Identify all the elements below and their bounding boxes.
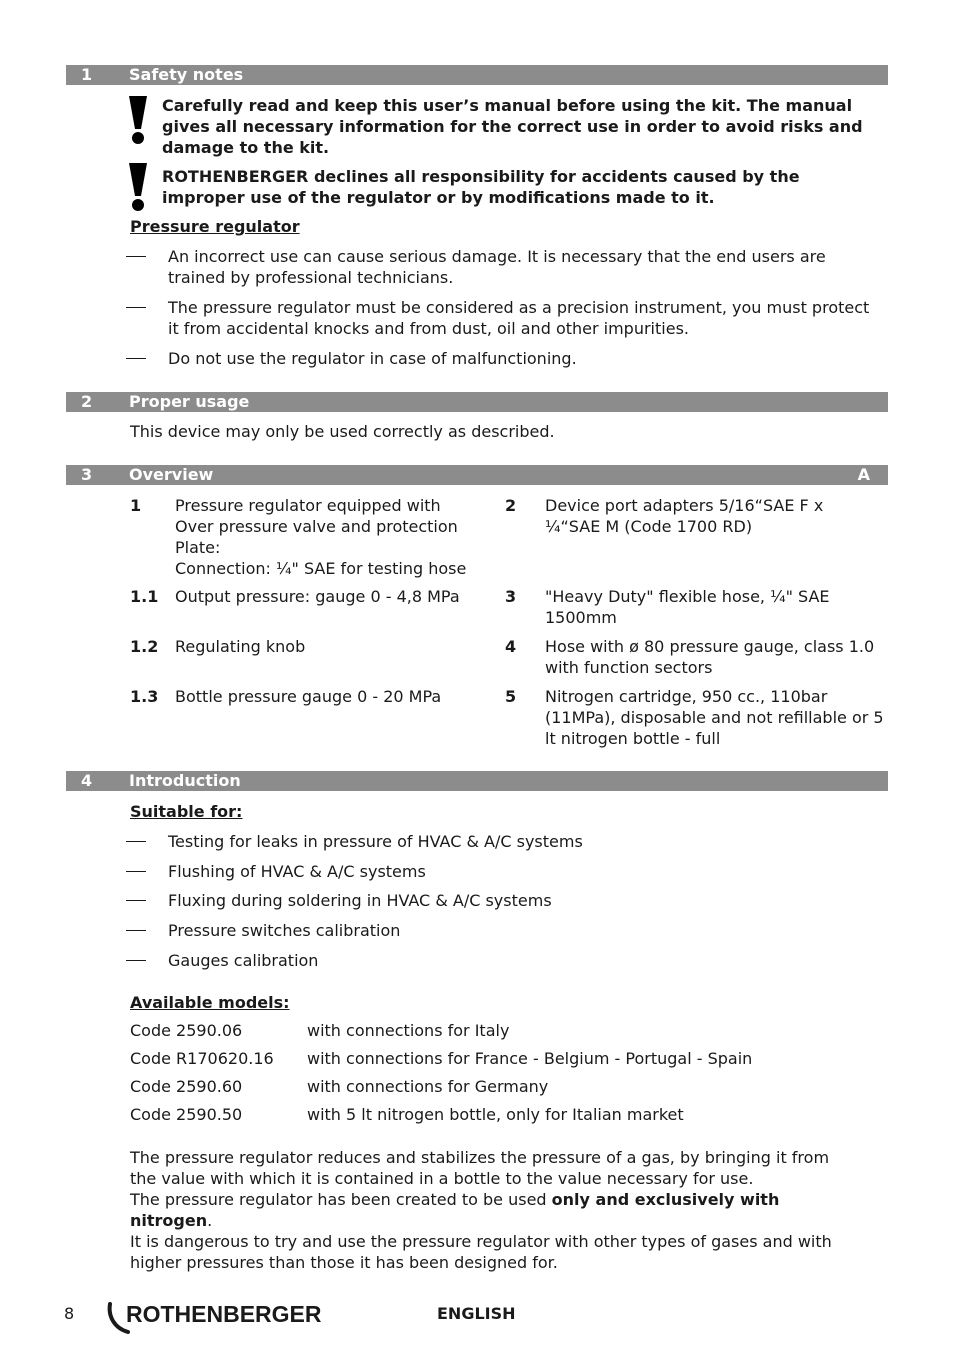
section-header-safety-notes	[66, 65, 888, 85]
page-number: 8	[64, 1304, 75, 1323]
overview-item-number: 1	[130, 496, 142, 515]
rothenberger-logo	[106, 1298, 346, 1334]
section-title: Safety notes	[129, 65, 244, 84]
model-description: with connections for Italy	[307, 1021, 510, 1040]
warning-liability: ROTHENBERGER declines all responsibility for accidents caused by the improper use of the regulator or by modifications made to it.	[162, 167, 800, 207]
model-code: Code R170620.16	[130, 1049, 274, 1068]
model-description: with 5 lt nitrogen bottle, only for Italian market	[307, 1105, 684, 1124]
overview-item-text: Nitrogen cartridge, 950 cc., 110bar (11MPa), disposable and not refillable or 5 lt nitrogen bottle - full	[545, 687, 884, 748]
subheading-pressure-regulator: Pressure regulator	[130, 217, 300, 236]
dash-bullet	[126, 871, 146, 872]
intro-text-danger: It is dangerous to try and use the pressure regulator with other types of gases and with higher pressures than those it has been designed for.	[130, 1232, 832, 1272]
dash-bullet	[126, 358, 146, 359]
model-description: with connections for Germany	[307, 1077, 549, 1096]
model-code: Code 2590.50	[130, 1105, 243, 1124]
overview-item-text: "Heavy Duty" flexible hose, ¼" SAE 1500mm	[545, 587, 830, 627]
subheading-suitable-for: Suitable for:	[130, 802, 243, 821]
dash-bullet	[126, 930, 146, 931]
overview-item-text: Output pressure: gauge 0 - 4,8 MPa	[175, 587, 460, 606]
section-header-introduction	[66, 771, 888, 791]
overview-item-number: 4	[505, 637, 517, 656]
overview-item-number: 1.2	[130, 637, 159, 656]
dash-bullet	[126, 841, 146, 842]
overview-item-text: Hose with ø 80 pressure gauge, class 1.0 with function sectors	[545, 637, 875, 677]
intro-text-nitrogen: The pressure regulator has been created to be used only and exclusively with nitrogen.	[130, 1190, 780, 1230]
overview-item-text: Connection: ¼" SAE for testing hose	[175, 559, 467, 578]
section-number: 2	[81, 392, 93, 411]
footer-language: ENGLISH	[437, 1304, 516, 1323]
section-title: Proper usage	[129, 392, 250, 411]
section-header-overview	[66, 465, 888, 485]
section-number: 4	[81, 771, 93, 790]
dash-bullet	[126, 960, 146, 961]
overview-item-text: Bottle pressure gauge 0 - 20 MPa	[175, 687, 442, 706]
model-code: Code 2590.06	[130, 1021, 243, 1040]
section-title: Introduction	[129, 771, 241, 790]
dash-bullet	[126, 900, 146, 901]
warning-read-manual: Carefully read and keep this user’s manual before using the kit. The manual gives all necessary information for the correct use in order to avoid risks and damage to the kit.	[162, 96, 863, 157]
model-code: Code 2590.60	[130, 1077, 243, 1096]
section-title: Overview	[129, 465, 214, 484]
section-header-proper-usage	[66, 392, 888, 412]
intro-paragraph	[130, 1147, 845, 1273]
svg-text:ROTHENBERGER: ROTHENBERGER	[126, 1301, 322, 1327]
model-description: with connections for France - Belgium - Portugal - Spain	[307, 1049, 753, 1068]
overview-item-text: Pressure regulator equipped with Over pressure valve and protection Plate:	[175, 496, 458, 557]
overview-item-number: 1.3	[130, 687, 159, 706]
overview-item-number: 5	[505, 687, 517, 706]
exclamation-icon	[126, 163, 150, 213]
proper-usage-text: This device may only be used correctly as described.	[130, 422, 555, 441]
overview-item-text: Device port adapters 5/16“SAE F x ¼“SAE M (Code 1700 RD)	[545, 496, 824, 536]
overview-item-number: 2	[505, 496, 517, 515]
overview-item-number: 1.1	[130, 587, 159, 606]
dash-bullet	[126, 307, 146, 308]
subheading-available-models: Available models:	[130, 993, 290, 1012]
figure-reference: A	[857, 465, 870, 484]
section-number: 1	[81, 65, 93, 84]
overview-item-text: Regulating knob	[175, 637, 306, 656]
dash-bullet	[126, 256, 146, 257]
overview-item-number: 3	[505, 587, 517, 606]
intro-text: The pressure regulator reduces and stabilizes the pressure of a gas, by bringing it from the value with which it is contained in a bottle to the value necessary for use.	[130, 1148, 830, 1188]
exclamation-icon	[126, 96, 150, 146]
section-number: 3	[81, 465, 93, 484]
